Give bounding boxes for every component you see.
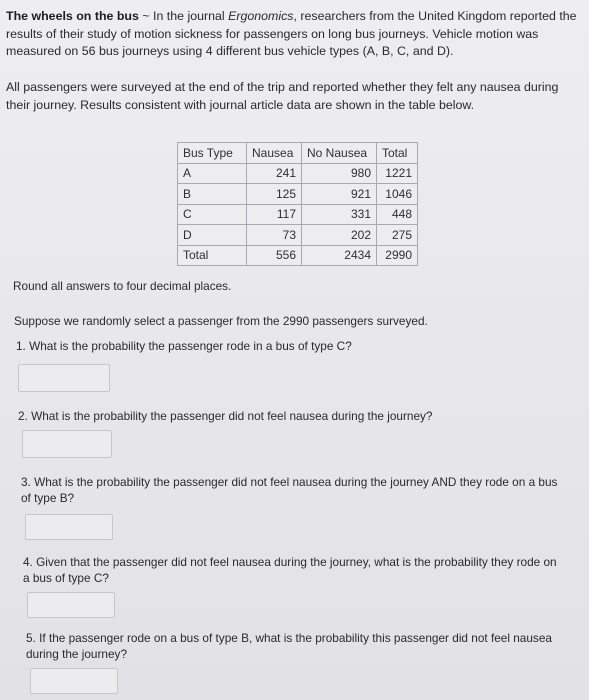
question-5: 5. If the passenger rode on a bus of type B, what is the probability this passenger did not feel nausea during the journey?	[26, 631, 552, 661]
no-nausea-cell: 921	[302, 184, 377, 205]
table-row	[178, 163, 418, 184]
no-nausea-cell: 2434	[302, 245, 377, 266]
table-row	[178, 225, 418, 246]
table-row	[178, 204, 418, 225]
bus-type-cell: D	[178, 225, 247, 246]
intro-paragraph	[6, 8, 584, 61]
answer-1-input[interactable]	[18, 364, 110, 392]
bus-type-cell: A	[178, 163, 247, 184]
question-1: 1. What is the probability the passenger rode in a bus of type C?	[16, 339, 352, 353]
journal-name: Ergonomics	[228, 9, 294, 23]
question-2: 2. What is the probability the passenger did not feel nausea during the journey?	[18, 409, 433, 423]
question-3: 3. What is the probability the passenger did not feel nausea during the journey AND they rode on a bus of type B?	[21, 475, 558, 505]
survey-paragraph: All passengers were surveyed at the end of the trip and reported whether they felt any nausea during their journey. Results consistent with journal article data are shown in the table below.	[6, 80, 559, 112]
header-cell: Nausea	[247, 143, 302, 164]
bus-type-cell: C	[178, 204, 247, 225]
question-4: 4. Given that the passenger did not feel nausea during the journey, what is the probability they rode on a bus of type C?	[23, 555, 557, 585]
table-row	[178, 184, 418, 205]
total-cell: 2990	[377, 245, 418, 266]
header-cell: Total	[377, 143, 418, 164]
total-cell: 1221	[377, 163, 418, 184]
rounding-note: Round all answers to four decimal places.	[13, 279, 232, 293]
no-nausea-cell: 202	[302, 225, 377, 246]
nausea-cell: 73	[247, 225, 302, 246]
no-nausea-cell: 331	[302, 204, 377, 225]
no-nausea-cell: 980	[302, 163, 377, 184]
intro-separator: ~ In the journal	[138, 9, 229, 23]
nausea-cell: 241	[247, 163, 302, 184]
bus-type-cell: Total	[178, 245, 247, 266]
table-total-row	[178, 245, 418, 266]
table-header-row	[178, 143, 418, 164]
answer-5-input[interactable]	[30, 668, 118, 694]
bus-type-cell: B	[178, 184, 247, 205]
nausea-cell: 125	[247, 184, 302, 205]
intro-title: The wheels on the bus	[6, 9, 139, 23]
nausea-cell: 117	[247, 204, 302, 225]
header-cell: No Nausea	[302, 143, 377, 164]
header-cell: Bus Type	[178, 143, 247, 164]
answer-4-input[interactable]	[27, 592, 115, 618]
total-cell: 448	[377, 204, 418, 225]
answer-2-input[interactable]	[22, 430, 112, 458]
suppose-text: Suppose we randomly select a passenger from the 2990 passengers surveyed.	[14, 314, 428, 328]
answer-3-input[interactable]	[25, 514, 113, 540]
total-cell: 1046	[377, 184, 418, 205]
bus-nausea-table	[177, 142, 418, 266]
intro-text: , researchers from the United Kingdom reported the results of their study of motion sickness for passengers on long bus journeys. Vehicle motion was measured on 56 bus journeys using 4 different bus vehicle types (A, B, C, and D).	[6, 9, 577, 58]
nausea-cell: 556	[247, 245, 302, 266]
total-cell: 275	[377, 225, 418, 246]
